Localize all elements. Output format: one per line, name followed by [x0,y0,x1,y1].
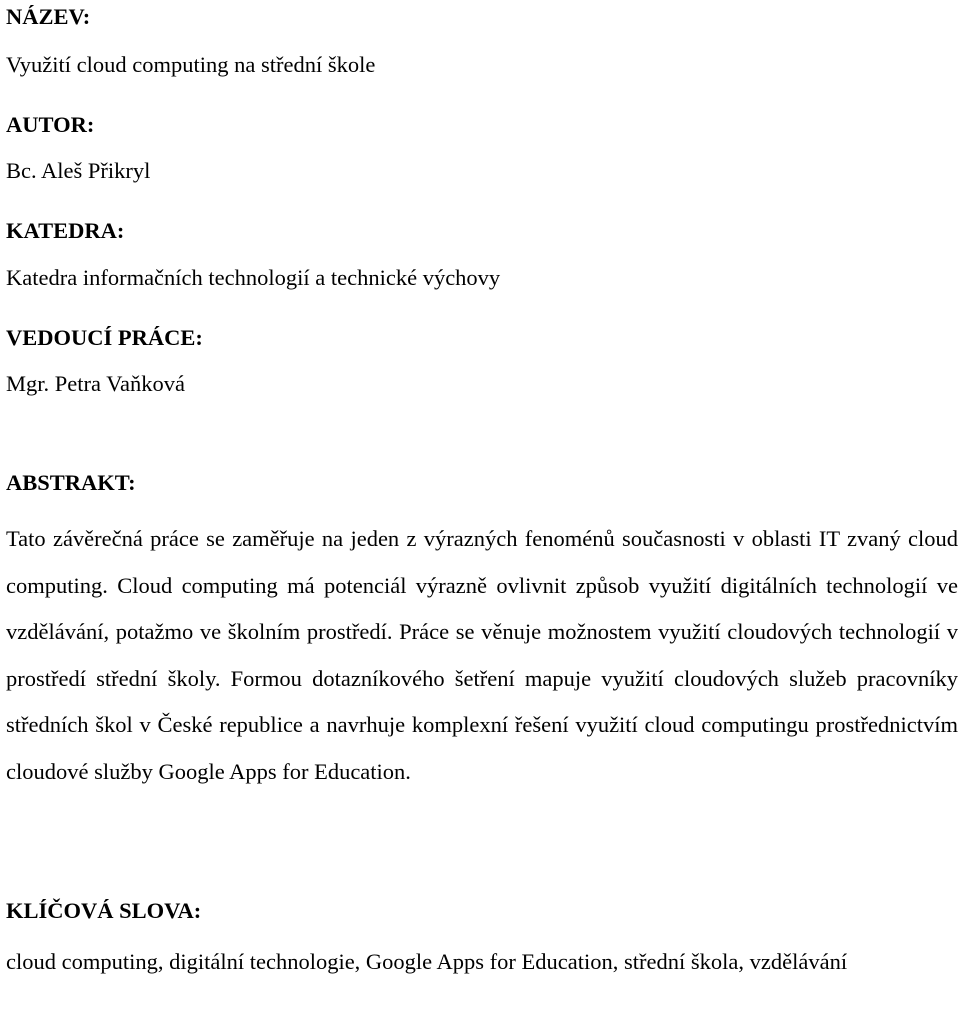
department-label: KATEDRA: [6,218,125,243]
author-label: AUTOR: [6,112,95,137]
department-value: Katedra informačních technologií a technické výchovy [6,265,501,290]
keywords-text: cloud computing, digitální technologie, Google Apps for Education, střední škola, vzdělávání [6,949,848,974]
abstract-label: ABSTRAKT: [6,470,136,495]
keywords-label: KLÍČOVÁ SLOVA: [6,898,202,923]
abstract-text: Tato závěrečná práce se zaměřuje na jeden z výrazných fenoménů současnosti v oblasti IT zvaný cloud computing. Cloud computing má potenciál výrazně ovlivnit způsob využití digitálních technologií ve vzdělávání, potažmo ve školním prostředí. Práce se věnuje možnostem využití cloudových technologií v prostředí střední školy. Formou dotazníkového šetření mapuje využití cloudových služeb pracovníky středních škol v České republice a navrhuje komplexní řešení využití cloud computingu prostřednictvím cloudové služby Google Apps for Education. [6,526,958,784]
author-value: Bc. Aleš Přikryl [6,158,151,183]
supervisor-value: Mgr. Petra Vaňková [6,371,185,396]
supervisor-label: VEDOUCÍ PRÁCE: [6,325,203,350]
title-label: NÁZEV: [6,4,91,29]
title-value: Využití cloud computing na střední škole [6,52,376,77]
